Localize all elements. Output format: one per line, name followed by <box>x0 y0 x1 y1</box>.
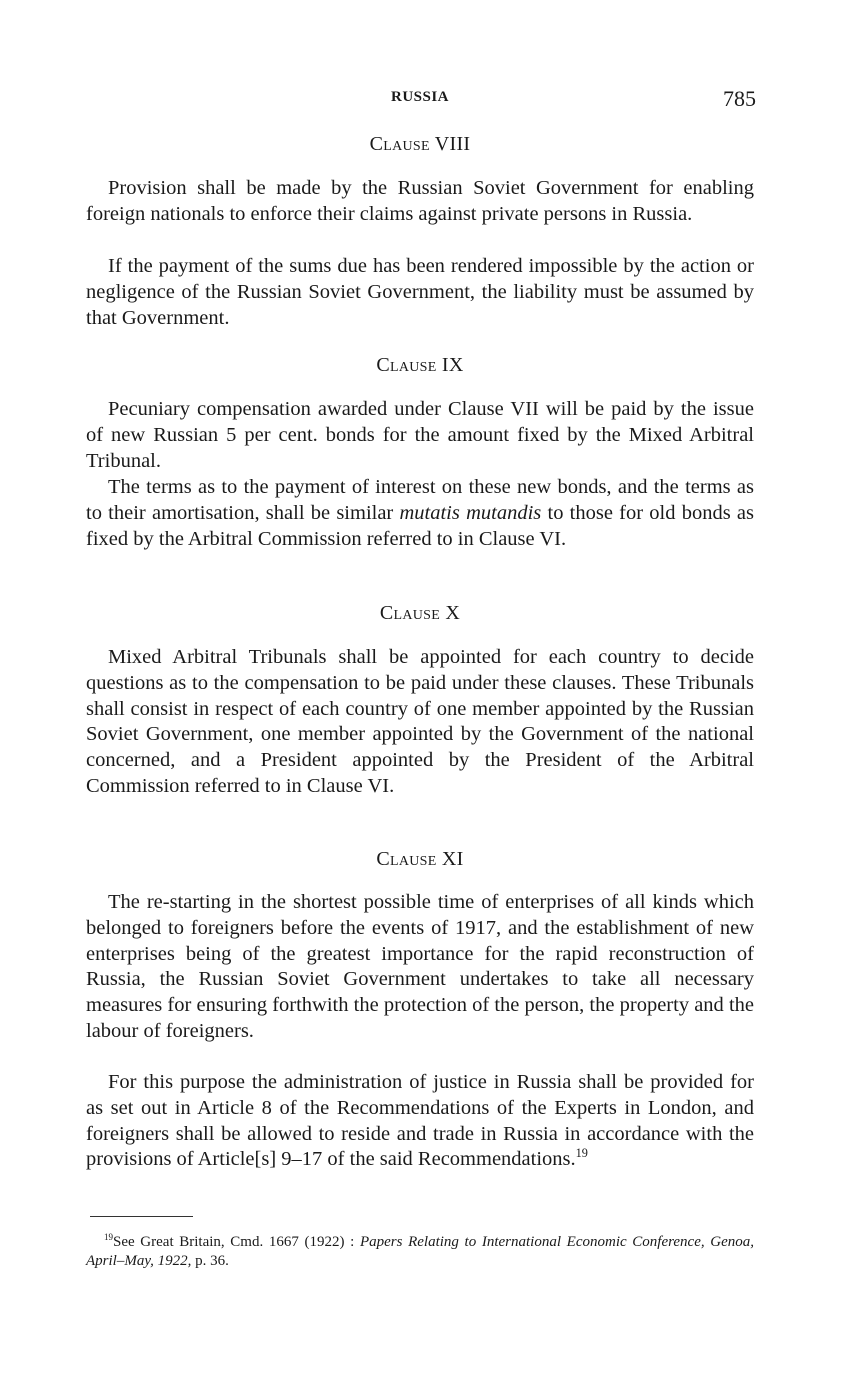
clause-viii-paragraph-2: If the payment of the sums due has been rendered impossible by the action or negligence of the Russian Soviet Government, the liability must be assumed by that Government. <box>86 255 754 329</box>
clause-ix-paragraph-2-text-a: The terms as to the payment of interest on these new bonds, and the terms as to their amortisation, shall be similar <box>86 476 754 524</box>
clause-ix-paragraph-1: Pecuniary compensation awarded under Clause VII will be paid by the issue of new Russian 5 per cent. bonds for the amount fixed by the Mixed Arbitral Tribunal. <box>86 398 754 472</box>
clause-xi-paragraph-1: The re-starting in the shortest possible time of enterprises of all kinds which belonged to foreigners before the events of 1917, and the establishment of new enterprises being of the greatest importance for the rapid reconstruction of Russia, the Russian Soviet Government undertakes to take all necessary measures for ensuring forthwith the protection of the person, the property and the labour of foreigners. <box>86 891 754 1042</box>
footnote-text-b: p. 36. <box>191 1253 229 1269</box>
page-number: 785 <box>723 86 756 111</box>
footnote-italic-title: Papers Relating to International Economic Conference, Genoa, April–May, 1922, <box>86 1234 754 1269</box>
footnote-text-a: See Great Britain, Cmd. 1667 (1922) : <box>113 1234 360 1250</box>
clause-heading-viii: Clause VIII <box>369 133 471 155</box>
clause-heading-x: Clause X <box>379 602 461 624</box>
clause-heading-ix: Clause IX <box>376 354 464 376</box>
clause-x-paragraph-1: Mixed Arbitral Tribunals shall be appointed for each country to decide questions as to the compensation to be paid under these clauses. These Tribunals shall consist in respect of each country of one member appointed by the Russian Soviet Government, one member appointed by the Government of the national concerned, and a President appointed by the President of the Arbitral Commission referred to in Clause VI. <box>86 646 754 797</box>
footnote-rule <box>90 1216 193 1217</box>
clause-xi-paragraph-2 <box>86 1070 754 1173</box>
clause-heading-xi: Clause XI <box>376 848 464 870</box>
clause-ix-italic-phrase: mutatis mutandis <box>399 501 542 524</box>
page-header <box>86 86 754 116</box>
footnote <box>86 1233 754 1271</box>
clause-viii-paragraph-1: Provision shall be made by the Russian Soviet Government for enabling foreign nationals to enforce their claims against private persons in Russia. <box>86 177 754 225</box>
footnote-reference: 19 <box>575 1146 588 1161</box>
clause-xi-paragraph-2-text: For this purpose the administration of justice in Russia shall be provided for as set out in Article 8 of the Recommendations of the Experts in London, and foreigners shall be allowed to reside and trade in Russia in accordance with the provisions of Article[s] 9–17 of the said Recommendations. <box>86 1071 754 1171</box>
clause-ix-paragraph-2 <box>86 475 754 552</box>
clause-ix-paragraph-2-text-b: to those for old bonds as fixed by the Arbitral Commission referred to in Clause VI. <box>86 501 754 550</box>
footnote-marker: 19 <box>104 1232 113 1242</box>
running-head: RUSSIA <box>390 89 450 105</box>
